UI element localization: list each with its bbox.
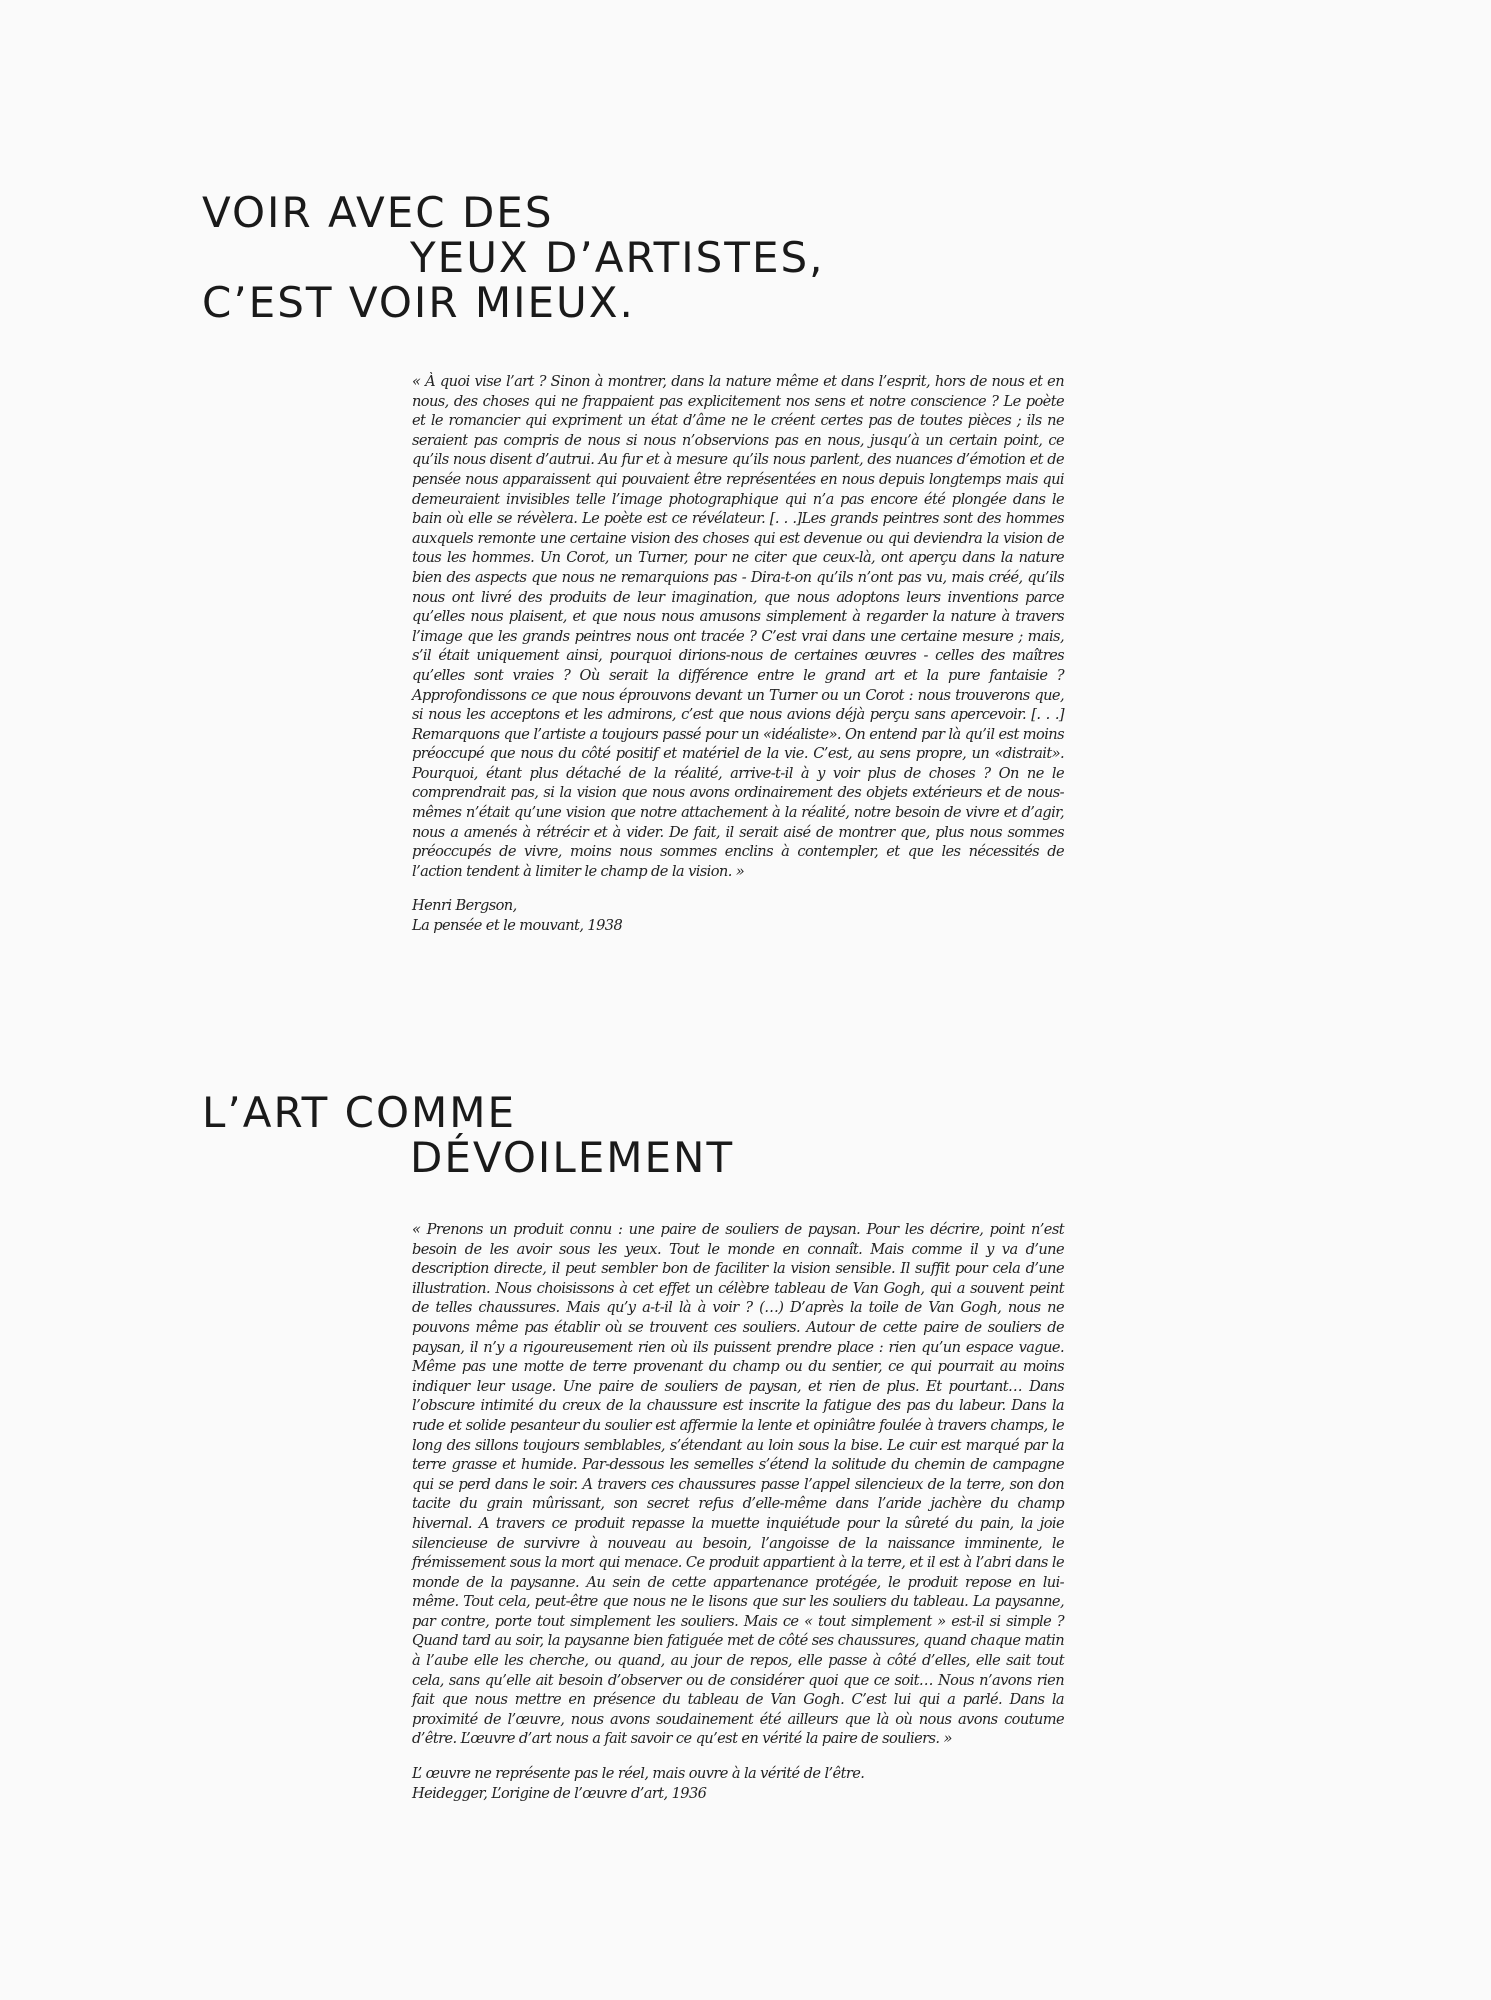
section-2-heading: [202, 1090, 734, 1180]
bergson-quote: « À quoi vise l’art ? Sinon à montrer, dans la nature même et dans l’esprit, hors de nous et en nous, des choses qui ne frappaient pas explicitement nos sens et notre conscience ? Le poète et le romancier qui expriment un état d’âme ne le créent certes pas de toutes pièces ; ils ne seraient pas compris de nous si nous n’observions pas en nous, jusqu’à un certain point, ce qu’ils nous disent d’autrui. Au fur et à mesure qu’ils nous parlent, des nuances d’émotion et de pensée nous apparaissent qui pouvaient être représentées en nous depuis longtemps mais qui demeuraient invisibles telle l’image photographique qui n’a pas encore été plongée dans le bain où elle se révèlera. Le poète est ce révélateur. [. . .]Les grands peintres sont des hommes auxquels remonte une certaine vision des choses qui est devenue ou qui deviendra la vision de tous les hommes. Un Corot, un Turner, pour ne citer que ceux-là, ont aperçu dans la nature bien des aspects que nous ne remarquions pas - Dira-t-on qu’ils n’ont pas vu, mais créé, qu’ils nous ont livré des produits de leur imagination, que nous adoptons leurs inventions parce qu’elles nous plaisent, et que nous nous amusons simplement à regarder la nature à travers l’image que les grands peintres nous ont tracée ? C’est vrai dans une certaine mesure ; mais, s’il était uniquement ainsi, pourquoi dirions-nous de certaines œuvres - celles des maîtres qu’elles sont vraies ? Où serait la différence entre le grand art et la pure fantaisie ? Approfondissons ce que nous éprouvons devant un Turner ou un Corot : nous trouverons que, si nous les acceptons et les admirons, c’est que nous avions déjà perçu sans apercevoir. [. . .] Remarquons que l’artiste a toujours passé pour un «idéaliste». On entend par là qu’il est moins préoccupé que nous du côté positif et matériel de la vie. C’est, au sens propre, un «distrait». Pourquoi, étant plus détaché de la réalité, arrive-t-il à y voir plus de choses ? On ne le comprendrait pas, si la vision que nous avons ordinairement des objets extérieurs et de nous-mêmes n’était qu’une vision que notre attachement à la réalité, notre besoin de vivre et d’agir, nous a amenés à rétrécir et à vider. De fait, il serait aisé de montrer que, plus nous sommes préoccupés de vivre, moins nous sommes enclins à contempler, et que les nécessités de l’action tendent à limiter le champ de la vision. »: [412, 373, 1064, 880]
heidegger-citation: [412, 1764, 864, 1803]
heading-line: L’ART COMME: [202, 1088, 517, 1137]
heidegger-quote: « Prenons un produit connu : une paire de souliers de paysan. Pour les décrire, point n’est besoin de les avoir sous les yeux. Tout le monde en connaît. Mais comme il y va d’une description directe, il peut sembler bon de faciliter la vision sensible. Il suffit pour cela d’une illustration. Nous choisissons à cet effet un célèbre tableau de Van Gogh, qui a souvent peint de telles chaussures. Mais qu’y a-t-il là à voir ? (…) D’après la toile de Van Gogh, nous ne pouvons même pas établir où se trouvent ces souliers. Autour de cette paire de souliers de paysan, il n’y a rigoureusement rien où ils puissent prendre place : rien qu’un espace vague. Même pas une motte de terre provenant du champ ou du sentier, ce qui pourrait au moins indiquer leur usage. Une paire de souliers de paysan, et rien de plus. Et pourtant… Dans l’obscure intimité du creux de la chaussure est inscrite la fatigue des pas du labeur. Dans la rude et solide pesanteur du soulier est affermie la lente et opiniâtre foulée à travers champs, le long des sillons toujours semblables, s’étendant au loin sous la bise. Le cuir est marqué par la terre grasse et humide. Par-dessous les semelles s’étend la solitude du chemin de campagne qui se perd dans le soir. A travers ces chaussures passe l’appel silencieux de la terre, son don tacite du grain mûrissant, son secret refus d’elle-même dans l’aride jachère du champ hivernal. A travers ce produit repasse la muette inquiétude pour la sûreté du pain, la joie silencieuse de survivre à nouveau au besoin, l’angoisse de la naissance imminente, le frémissement sous la mort qui menace. Ce produit appartient à la terre, et il est à l’abri dans le monde de la paysanne. Au sein de cette appartenance protégée, le produit repose en lui-même. Tout cela, peut-être que nous ne le lisons que sur les souliers du tableau. La paysanne, par contre, porte tout simplement les souliers. Mais ce « tout simplement » est-il si simple ? Quand tard au soir, la paysanne bien fatiguée met de côté ses chaussures, quand chaque matin à l’aube elle les cherche, ou quand, au jour de repos, elle passe à côté d’elles, elle sait tout cela, sans qu’elle ait besoin d’observer ou de considérer quoi que ce soit… Nous n’avons rien fait que nous mettre en présence du tableau de Van Gogh. C’est lui qui a parlé. Dans la proximité de l’œuvre, nous avons soudainement été ailleurs que là où nous avons coutume d’être. L’œuvre d’art nous a fait savoir ce qu’est en vérité la paire de souliers. »: [412, 1221, 1064, 1748]
citation-author: Henri Bergson,: [412, 897, 517, 914]
heading-line: DÉVOILEMENT: [410, 1133, 735, 1182]
bergson-citation: [412, 896, 622, 935]
heading-line: VOIR AVEC DES: [202, 188, 554, 237]
citation-source: Heidegger, L’origine de l’œuvre d’art, 1936: [412, 1784, 707, 1802]
citation-source: La pensée et le mouvant, 1938: [412, 916, 623, 934]
section-1-heading: [202, 190, 825, 325]
heading-line: C’EST VOIR MIEUX.: [202, 278, 635, 327]
citation-summary: L’ œuvre ne représente pas le réel, mais ouvre à la vérité de l’être.: [412, 1765, 865, 1782]
heading-line: YEUX D’ARTISTES,: [410, 233, 825, 282]
